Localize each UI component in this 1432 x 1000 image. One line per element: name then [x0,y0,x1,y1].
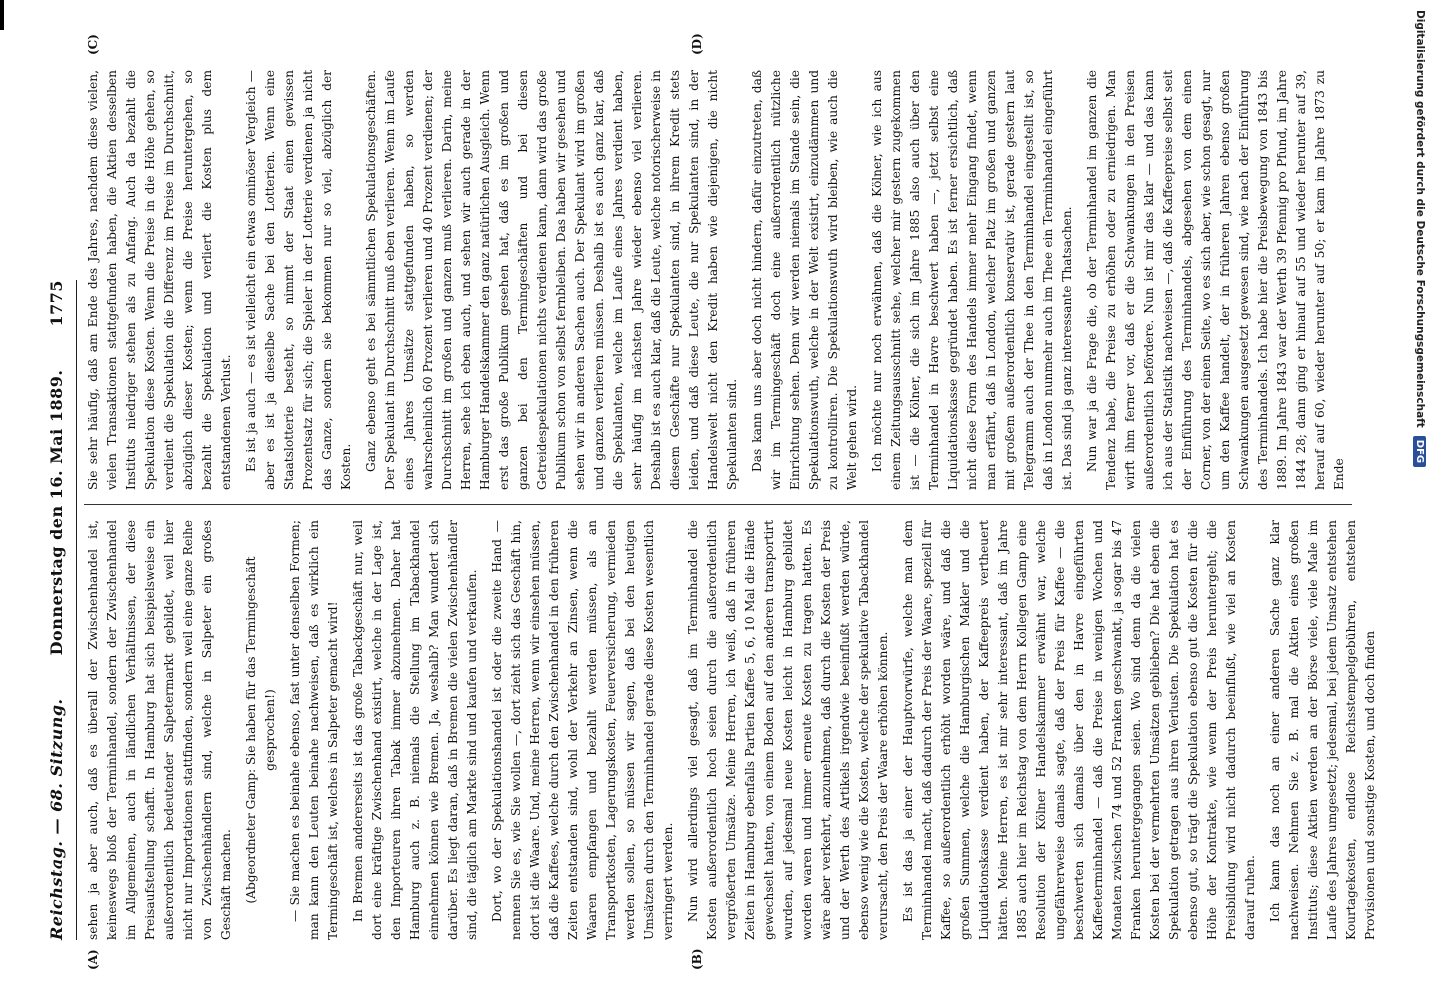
paragraph: Nun wird allerdings viel gesagt, daß im Terminhandel die Kosten außerordentlich hoch seien durch die außerordentlich vergrößerten Umsätze. Meine Herren, ich weiß, daß in früheren Zeiten in Hamburg ebenfalls Partien Kaffee 5, 6, 10 Mal die Hände gewechselt hatten, von einem Boden auf den anderen transportirt wurden, auf jedesmal neue Kosten leicht in Hamburg gebildet worden waren und immer erneute Kosten zu tragen hatten. Es wäre aber verkehrt, anzunehmen, daß durch die Kosten der Preis und der Werth des Artikels irgendwie beeinflußt werden würde, ebenso wenig wie die Kosten, welche der spekulative Tabackhandel verursacht, den Preis der Waare erhöhen können. [686,520,890,940]
paragraph: sehen ja aber auch, daß es überall der Zwischenhandel ist, keineswegs bloß der Terminhandel, sondern der Zwischenhandel im Allgemeinen, auch in ländlichen Verhältnissen, der diese Preisaufstellung schafft. In Hamburg hat sich beispielsweise ein außerordentlich bedeutender Salpetermarkt gebildet, weil hier nicht nur Importationen stattfinden, sondern weil eine ganze Reihe von Zwischenhändlern sind, welche in Salpeter ein großes Geschäft machen. [86,520,233,940]
header-date: Donnerstag den 16. Mai 1889. [46,369,66,656]
paragraph: Nun war ja die Frage die, ob der Terminhandel im ganzen die Tendenz habe, die Preise zu erhöhen oder zu erniedrigen. Man wirft ihm ferner vor, daß er die Schwankungen in den Preisen außerordentlich befördere. Nun ist mir das klar — und das kann ich aus der Statistik nachweisen —, daß die Kaffeepreise selbst seit der Einführung des Terminhandels, abgesehen von dem einen Corner, von der einen Seite, wo es sich aber, wie schon gesagt, nur um den Kaffee handelt, der in früheren Jahren ebenso großen Schwankungen ausgesetzt gewesen sind, wie nach der Einführung des Terminhandels. Ich habe hier die Preisbewegung von 1843 bis 1889. Im Jahre 1843 war der Werth 39 Pfennig pro Pfund, im Jahre 1844 28; dann ging er hinauf auf 55 und wieder herunter auf 39, herauf auf 60, wieder herunter auf 50; er kam im Jahre 1873 zu Ende [1085,70,1346,490]
paragraph: Sie sehr häufig, daß am Ende des Jahres, nachdem diese vielen, vielen Transaktionen stattgefunden haben, die Aktien desselben Instituts niedriger stehen als zu Anfang. Auch da bezahlt die Spekulation diese Kosten. Wenn die Preise in die Höhe gehen, so verdient die Spekulation die Differenz im Preise im Durchschnitt, abzüglich dieser Kosten; wenn die Preise heruntergehen, so bezahlt die Spekulation und verliert die Kosten plus dem entstandenen Verlust. [86,70,233,490]
dfg-logo: DFG [1414,436,1427,467]
margin-letter-a: (A) [86,949,100,970]
page-header [36,280,77,940]
paragraph: Ich möchte nur noch erwähnen, daß die Kölner, wie ich aus einem Zeitungsausschnitt sehe, welcher mir gestern zugekommen ist — die Kölner, die sich im Jahre 1885 also auch über den Terminhandel in Havre beschwert haben —, jetzt selbst eine Liquidationskasse gegründet haben. Es ist ferner ersichtlich, daß nicht diese Form des Handels immer mehr Eingang findet, wenn man erfährt, daß in London, welcher Platz im großen und ganzen mit großem außerordentlich konservativ ist, gerade gestern laut Telegramm auch der Thee in den Terminhandel eingestellt ist, so daß in London nunmehr auch im Thee ein Terminhandel eingeführt ist. Das sind ja ganz interessante Thatsachen. [870,70,1074,490]
paragraph: Es ist ja auch — es ist vielleicht ein etwas ominöser Vergleich — aber es ist ja dieselbe Sache bei den Lotterien. Wenn eine Staatslotterie besteht, so nimmt der Staat einen gewissen Prozentsatz für sich; die Spieler in der Lotterie verdienen ja nicht das Ganze, sondern sie bekommen nur so viel, abzüglich der Kosten. [244,70,353,490]
margin-letter-b: (B) [690,948,704,970]
paragraph: Es ist das ja einer der Hauptvorwürfe, welche man dem Terminhandel macht, daß dadurch der Preis der Waare, speziell für Kaffee, so außerordentlich erhöht worden wäre, und daß die großen Summen, welche die Hamburgischen Makler und die Liquidationskasse verdient haben, der Kaffeepreis vertheuert hätten. Meine Herren, es ist mir sehr interessant, daß im Jahre 1885 auch hier im Reichstag von dem Herrn Kollegen Gamp eine Resolution der Kölner Handelskammer erwähnt war, welche ungefährerweise damals sagte, daß der Preis für Kaffee — die beschwerten sich damals über den in Havre eingeführten Kaffeeterminhandel — daß die Preise in wenigen Wochen und Monaten zwischen 74 und 52 Franken geschwankt, ja sogar bis 47 Franken heruntergegangen seien. Wo sind denn da die vielen Kosten bei der vermehrten Umsätzen geblieben? Die hat eben die Spekulation getragen aus ihren Verlusten. Die Spekulation hat es ebenso gut, so trägt die Spekulation ebenso gut die Kosten für die Höhe der Kontrakte, wie wenn der Preis heruntergeht; die Preisbildung wird nicht dadurch beeinflußt, wie viel an Kosten darauf ruhen. [901,520,1257,940]
paragraph: Ganz ebenso geht es bei sämmtlichen Spekulationsgeschäften. Der Spekulant im Durchschnitt muß eben verlieren. Wenn im Laufe eines Jahres Umsätze stattgefunden haben, so werden wahrscheinlich 60 Prozent verlieren und 40 Prozent verdienen; der Durchschnitt im großen und ganzen muß verlieren. Darin, meine Herren, sehe ich eben auch, und sehen wir auch gerade in der Hamburger Handelskammer den ganz natürlichen Ausgleich. Wenn erst das große Publikum gesehen hat, daß es im großen und ganzen bei den Termingeschäften und bei diesen Getreidespekulationen nichts verdienen kann, dann wird das große Publikum schon von selbst fernbleiben. Das haben wir gesehen und sehen wir in anderen Sachen auch. Der Spekulant wird im großen und ganzen verlieren müssen. Deshalb ist es auch ganz klar, daß die Spekulanten, welche im Laufe eines Jahres verdient haben, sehr häufig im nächsten Jahre wieder ebenso viel verlieren. Deshalb ist es auch klar, daß die Leute, welche notorischerweise in diesem Geschäfte nur Spekulanten sind, in ihrem Kredit stets leiden, und daß diese Leute, die nur Spekulanten sind, in der Handelswelt nicht den Kredit haben wie diejenigen, die nicht Spekulanten sind. [364,70,739,490]
paragraph: Dort, wo der Spekulationshandel ist oder die zweite Hand — nennen Sie es, wie Sie wollen —, dort zieht sich das Geschäft hin, dort ist die Waare. Und, meine Herren, wenn wir einsehen müssen, daß die Kaffees, welche durch den Zwischenhandel in den früheren Zeiten entstanden sind, wohl der Verkehr an Zinsen, wenn die Waaren empfangen und bezahlt werden müssen, als an Transportkosten, Lagerungskosten, Feuerversicherung, vermieden werden sollen, so müssen wir sagen, daß bei den heutigen Umsätzen durch den Terminhandel gerade diese Kosten wesentlich verringert werden. [490,520,675,940]
column-divider [84,504,1352,505]
left-text-column [84,520,1377,940]
header-left: Reichstag. — 68. Sitzung. [46,698,66,940]
margin-letter-d: (D) [690,33,704,55]
paragraph: In Bremen andererseits ist das große Tabackgeschäft nur, weil dort eine kräftige Zwischenhand existirt, welche in der Lage ist, den Importeuren ihren Tabak immer abzunehmen. Daher hat Hamburg auch z. B. niemals die Stellung im Tabackhandel einnehmen können wie Bremen. Ja, weshalb? Man wundert sich darüber. Es liegt daran, daß in Bremen die vielen Zwischenhändler sind, die täglich am Markte sind und kaufen und verkaufen. [351,520,479,940]
digitization-note: Digitalisierung gefördert durch die Deutsche Forschungsgemeinschaft [1414,10,1426,428]
paragraph: Das kann uns aber doch nicht hindern, dafür einzutreten, daß wir im Termingeschäft doch eine außerordentlich nützliche Einrichtung sehen. Denn wir werden niemals im Stande sein, die Spekulationswuth, welche in der Welt existirt, einzudämmen und zu kontrolliren. Die Spekulationswuth wird bleiben, wie auch die Welt gehen wird. [750,70,859,490]
interjection: (Abgeordneter Gamp: Sie haben für das Termingeschäft gesprochen!) [244,556,277,904]
paragraph: Ich kann das noch an einer anderen Sache ganz klar nachweisen. Nehmen Sie z. B. mal die Aktien eines großen Instituts; diese Aktien werden an der Börse viele, viele Male im Laufe des Jahres umgesetzt; jedesmal, bei jedem Umsatz entstehen Kourtagekosten, endlose Reichsstempelgebühren, entstehen Provisionen und sonstige Kosten, und doch finden [1268,520,1377,940]
digitization-credit [1408,0,1432,1000]
page-number: 1775 [46,280,66,327]
digitization-strip [1408,0,1432,1000]
right-text-column [84,70,1352,490]
paragraph: — Sie machen es beinahe ebenso, fast unter denselben Formen; man kann den Leuten beinahe nachweisen, daß es wirklich ein Termingeschäft ist, welches in Salpeter gemacht wird! [288,520,340,940]
margin-letter-c: (C) [86,34,100,55]
